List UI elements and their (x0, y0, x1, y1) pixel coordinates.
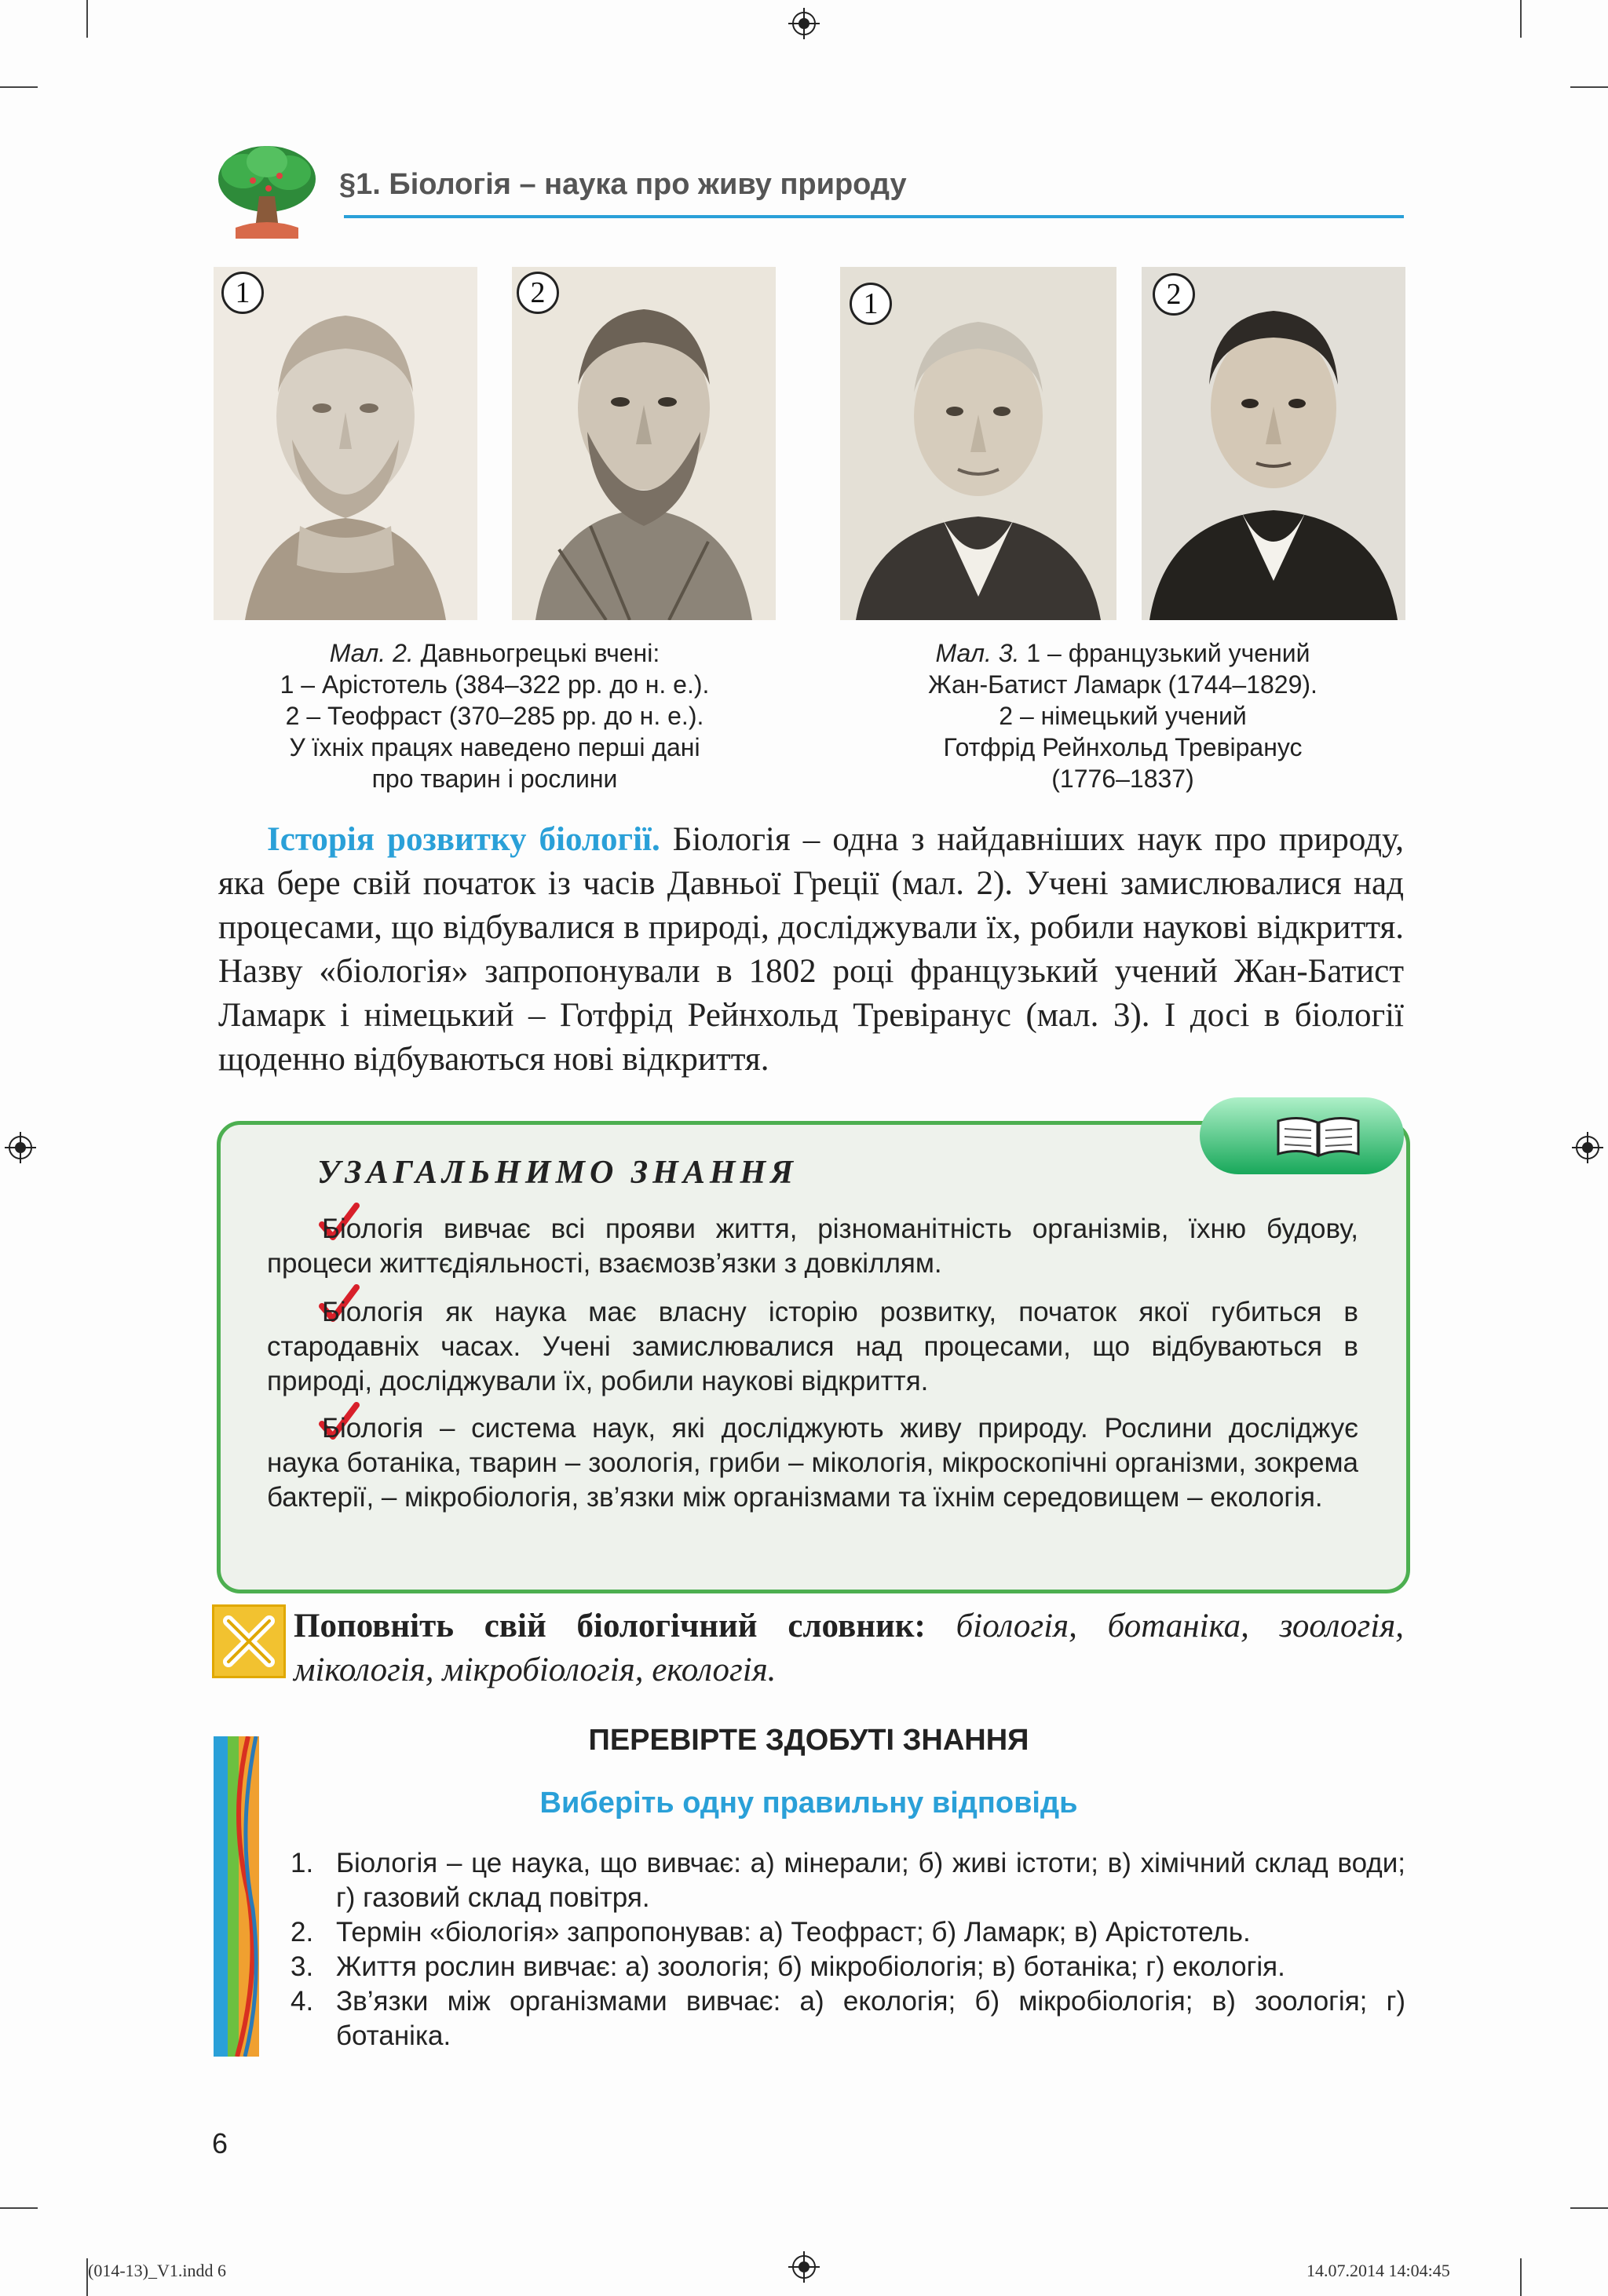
summary-point: Біологія як наука має власну історію розвитку, початок якої губиться в стародавніх часах. Учені замислювалися над процесами, що відбуваються в природі, досліджували їх, робили наукові відкриття. (267, 1297, 1358, 1396)
quiz-item-text: Життя рослин вивчає: а) зоологія; б) мікробіологія; в) ботаніка; г) екологія. (336, 1951, 1285, 1982)
portrait-lamarck (840, 267, 1116, 620)
quiz-item-number: 4. (291, 1986, 314, 2017)
dictionary-terms: біологія, ботаніка, зоологія, мікологія, мікробіологія, екологія. (294, 1608, 1404, 1688)
caption-line: 1 – французький учений (1019, 639, 1310, 667)
caption-line: Жан-Батист Ламарк (1744–1829). (928, 670, 1317, 699)
quiz-item (291, 1915, 1405, 1950)
dictionary-prompt (294, 1604, 1404, 1692)
dictionary-lead: Поповніть свій біологічний словник: (294, 1608, 926, 1644)
summary-badge (1200, 1097, 1404, 1174)
registration-mark-icon (788, 2251, 820, 2283)
portrait-theophrastus (512, 267, 776, 620)
caption-line: У їхніх працях наведено перші дані (289, 733, 700, 761)
caption-line: 2 – Теофраст (370–285 рр. до н. е.). (285, 702, 704, 730)
section-title: §1. Біологія – наука про живу природу (339, 168, 907, 201)
quiz-item-text: Біологія – це наука, що вивчає: а) мінерали; б) живі істоти; в) хімічний склад води; г) газовий склад повітря. (336, 1848, 1405, 1913)
slug-date: 14.07.2014 14:04:45 (1306, 2261, 1450, 2280)
portrait-aristotle (214, 267, 477, 620)
figure-2-label: Мал. 2. (329, 639, 414, 667)
crop-mark (1570, 2207, 1608, 2209)
decorative-strip (214, 1736, 259, 2057)
open-book-icon (1275, 1115, 1361, 1159)
crop-mark (1520, 0, 1522, 38)
crop-mark (0, 86, 38, 88)
quiz-item-text: Зв’язки між організмами вивчає: а) екологія; б) мікробіологія; в) зоологія; г) ботаніка. (336, 1986, 1405, 2051)
caption-line: (1776–1837) (1051, 765, 1194, 793)
quiz-title: ПЕРЕВІРТЕ ЗДОБУТІ ЗНАННЯ (588, 1724, 1029, 1757)
slug-file: (014-13)_V1.indd 6 (88, 2261, 226, 2280)
portrait-treviranus (1142, 267, 1405, 620)
caption-line: про тварин і рослини (371, 765, 618, 793)
quiz-item (291, 1950, 1405, 1984)
portrait-number: 1 (850, 283, 892, 325)
registration-mark-icon (788, 8, 820, 39)
quiz-item-number: 3. (291, 1951, 314, 1982)
summary-point: Біологія – система наук, які досліджують живу природу. Рослини досліджує наука ботаніка, тварин – зоологія, гриби – мікологія, мікроскопічні організми, зокрема бактерії, – мікробіологія, зв’язки між організмами та їхнім середовищем – екологія. (267, 1413, 1358, 1513)
figure-3-caption (856, 637, 1390, 794)
history-text: Біологія – одна з найдавніших наук про природу, яка бере свій початок із часів Давньої Греції (мал. 2). Учені замислювалися над процесами, що відбувалися в природі, досліджували їх, робили наукові відкриття. Назву «біологія» запропонували в 1802 році французький учений Жан-Батист Ламарк і німецький – Готфрід Рейнхольд Тревіранус (мал. 3). І досі в біології щоденно відбуваються нові відкриття. (218, 821, 1405, 1078)
quiz-item (291, 1846, 1405, 1915)
crop-mark (0, 2207, 38, 2209)
registration-mark-icon (5, 1132, 36, 1163)
quiz-item-number: 1. (291, 1848, 314, 1878)
quiz-item-text: Термін «біологія» запропонував: а) Теофраст; б) Ламарк; в) Арістотель. (336, 1917, 1251, 1947)
caption-line: Готфрід Рейнхольд Тревіранус (943, 733, 1303, 761)
caption-line: 2 – німецький учений (999, 702, 1247, 730)
summary-title: УЗАГАЛЬНИМО ЗНАННЯ (317, 1155, 799, 1191)
summary-point: Біологія вивчає всі прояви життя, різноманітність організмів, їхню будову, процеси життєдіяльності, взаємозв’язки з довкіллям. (267, 1214, 1358, 1279)
portrait-number: 1 (221, 272, 264, 314)
caption-line: Давньогрецькі вчені: (413, 639, 660, 667)
figure-2-caption (228, 637, 762, 794)
dictionary-icon (212, 1604, 286, 1678)
crop-mark (1520, 2258, 1522, 2296)
quiz-item (291, 1984, 1405, 2053)
header-divider (344, 215, 1404, 218)
history-heading: Історія розвитку біології. (267, 821, 660, 858)
portrait-number: 2 (517, 272, 559, 314)
caption-line: 1 – Арістотель (384–322 рр. до н. е.). (280, 670, 710, 699)
figure-3-label: Мал. 3. (935, 639, 1020, 667)
page-number: 6 (212, 2127, 228, 2159)
quiz-item-number: 2. (291, 1917, 314, 1947)
quiz-list (291, 1846, 1405, 2053)
crop-mark (1570, 86, 1608, 88)
crop-mark (86, 0, 88, 38)
registration-mark-icon (1572, 1132, 1603, 1163)
tree-logo-icon (212, 141, 322, 243)
quiz-subtitle: Виберіть одну правильну відповідь (539, 1787, 1078, 1820)
history-paragraph (218, 818, 1404, 1082)
portrait-number: 2 (1153, 273, 1195, 316)
